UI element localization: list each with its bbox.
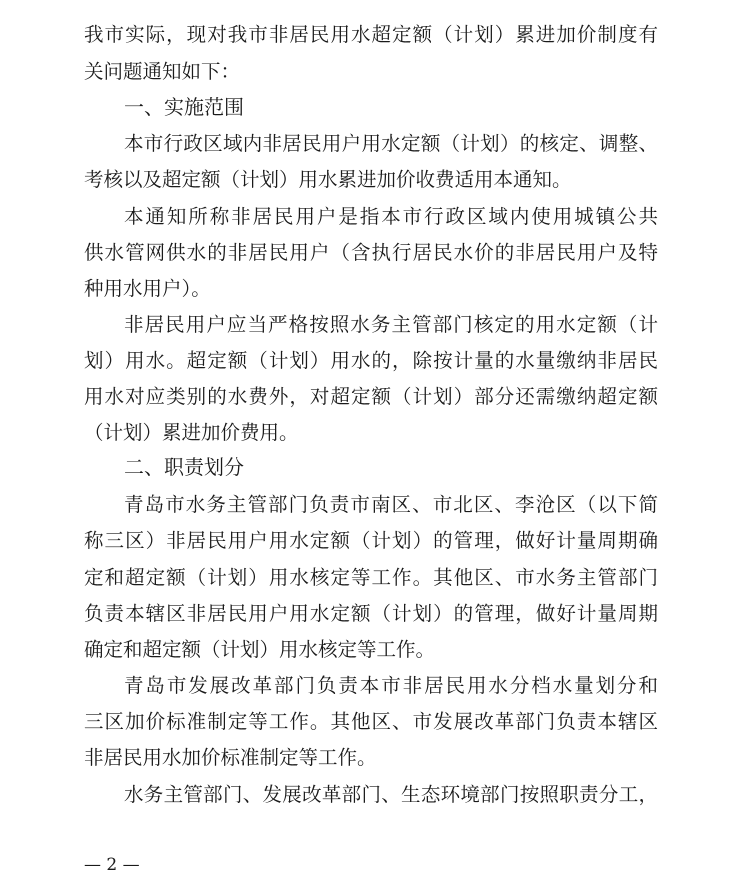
body-text-line: 划）用水。超定额（计划）用水的，除按计量的水量缴纳非居民: [84, 349, 658, 372]
body-text-line: 青岛市水务主管部门负责市南区、市北区、李沧区（以下简: [124, 493, 658, 516]
body-text-line: 本通知所称非居民用户是指本市行政区域内使用城镇公共: [124, 205, 658, 228]
body-text-line: 青岛市发展改革部门负责本市非居民用水分档水量划分和: [124, 674, 658, 697]
body-text-line: 用水对应类别的水费外，对超定额（计划）部分还需缴纳超定额: [84, 385, 658, 408]
body-text-line: 本市行政区域内非居民用户用水定额（计划）的核定、调整、: [124, 132, 658, 155]
body-text-line: （计划）累进加价费用。: [84, 421, 299, 444]
body-text-line: 水务主管部门、发展改革部门、生态环境部门按照职责分工，: [124, 783, 658, 806]
body-text-line: 非居民用水加价标准制定等工作。: [84, 746, 377, 769]
body-text-line: 确定和超定额（计划）用水核定等工作。: [84, 638, 436, 661]
body-text-line: 三区加价标准制定等工作。其他区、市发展改革部门负责本辖区: [84, 710, 658, 733]
body-text-line: 负责本辖区非居民用户用水定额（计划）的管理，做好计量周期: [84, 602, 658, 625]
body-text-line: 称三区）非居民用户用水定额（计划）的管理，做好计量周期确: [84, 529, 658, 552]
body-text-line: 定和超定额（计划）用水核定等工作。其他区、市水务主管部门: [84, 566, 658, 589]
section-heading-scope: 一、实施范围: [124, 95, 244, 119]
section-heading-responsibilities: 二、职责划分: [124, 455, 244, 479]
body-text-line: 种用水用户）。: [84, 277, 211, 300]
body-text-line: 供水管网供水的非居民用户（含执行居民水价的非居民用户及特: [84, 241, 658, 264]
body-text-line: 关问题通知如下：: [84, 60, 241, 83]
page-number: — 2 —: [84, 855, 140, 875]
body-text-line: 考核以及超定额（计划）用水累进加价收费适用本通知。: [84, 168, 572, 191]
body-text-line: 我市实际，现对我市非居民用水超定额（计划）累进加价制度有: [84, 23, 658, 46]
body-text-line: 非居民用户应当严格按照水务主管部门核定的用水定额（计: [124, 313, 658, 336]
